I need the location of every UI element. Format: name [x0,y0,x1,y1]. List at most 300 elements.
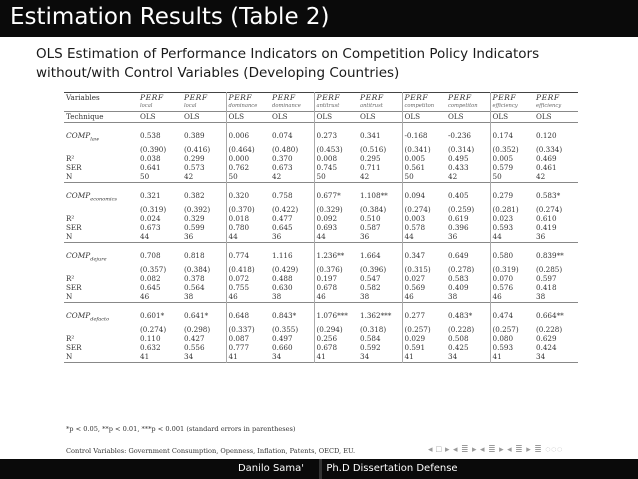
ser-row-value: 0.433 [446,163,490,172]
se-row-value: (0.516) [358,145,402,154]
results-table [64,92,578,363]
coef-row-value: 0.583* [536,191,561,201]
gap-cell [446,242,490,251]
title-bar [0,0,638,37]
se-row-value: (0.337) [228,324,255,334]
gap-cell [270,182,314,191]
se-row-value: (0.355) [270,325,314,334]
n-row-value: 38 [358,292,402,302]
ser-row-value: 0.561 [404,163,426,173]
header-dependent-var [446,93,490,112]
regressor-base: COMP [66,251,91,261]
gap-cell [446,302,490,311]
header-technique: OLS [358,112,402,122]
gap-cell [182,182,226,191]
n-row [64,352,578,362]
header-technique: OLS [182,112,226,122]
dependent-var-subscript: antitrust [316,103,340,110]
gap-cell [270,122,314,131]
gap-cell [226,182,270,191]
ser-row-label: SER [66,223,82,233]
coef-row-value: 0.474 [492,311,514,321]
regressor-subscript: law [90,136,100,143]
se-row [64,145,578,154]
header-technique: OLS [534,112,578,122]
r2-row [64,334,578,343]
n-row-value: 34 [536,352,546,362]
dependent-var-name: PERF [272,93,296,102]
rule-cell [490,362,534,363]
ser-row-value: 0.418 [536,283,557,293]
dependent-var-name: PERF [492,93,517,102]
dependent-var-subscript: antitrust [360,103,383,110]
gap-cell [270,242,314,251]
r2-row-value: 0.070 [492,273,514,283]
n-row-label: N [66,232,73,242]
dependent-var-subscript: efficiency [492,103,518,110]
dependent-var-subscript: competiton [404,103,435,110]
se-row-value: (0.274) [140,324,167,334]
coef-row-value: 0.483* [446,311,490,325]
coef-row-value: 0.648 [228,311,250,321]
coef-row-value: 0.174 [492,131,514,141]
se-row-value: (0.376) [316,264,343,274]
n-row-label: N [66,292,73,302]
r2-row-value: 0.378 [182,274,226,283]
r2-row-value: 0.197 [316,273,338,283]
gap-cell [138,242,182,251]
coef-row-label [64,131,138,145]
r2-row-value: 0.497 [270,334,314,343]
se-row-value: (0.319) [140,204,167,214]
n-row-value: 44 [404,232,414,242]
beamer-navigation[interactable]: ◂ □ ▸ ◂ ≣ ▸ ◂ ≣ ▸ ◂ ≣ ▸ ≣ ◌◌◌ [428,444,563,454]
dependent-var-name: PERF [404,93,429,102]
r2-row-value: 0.488 [270,274,314,283]
r2-row-label: R² [66,153,75,163]
header-technique: OLS [402,112,446,122]
se-row-value: (0.318) [358,325,402,334]
ser-row-value: 0.632 [140,343,161,353]
coef-row-value: 0.758 [270,191,314,205]
n-row [64,172,578,182]
coef-row-value: 0.601* [140,311,165,321]
block-gap [64,182,578,191]
gap-cell [64,242,138,251]
se-row-value: (0.334) [536,144,563,154]
dependent-var-name: PERF [140,93,164,102]
coef-row-value: 1.108** [358,191,402,205]
se-row-value: (0.259) [446,205,490,214]
r2-row-value: 0.370 [270,154,314,163]
ser-row-value: 0.396 [446,223,490,232]
gap-cell [534,242,578,251]
r2-row-value: 0.427 [182,334,226,343]
r2-row-value: 0.329 [182,214,226,223]
n-row-value: 36 [182,232,226,242]
n-row-value: 38 [182,292,226,302]
ser-row-value: 0.576 [492,283,514,293]
n-row-label: N [66,352,73,362]
n-row-value: 38 [446,292,490,302]
gap-cell [402,122,446,131]
coef-row-value: 0.273 [316,131,338,141]
ser-row-value: 0.578 [404,223,426,233]
gap-cell [490,122,534,131]
ser-row-value: 0.424 [536,343,557,353]
ser-row-value: 0.745 [316,163,338,173]
r2-row-value: 0.610 [536,213,557,223]
regressor-subscript: defacto [90,316,110,323]
n-row-value: 42 [182,172,226,182]
coef-row-value: 0.347 [404,251,426,261]
ser-row-value: 0.579 [492,163,514,173]
r2-row-value: 0.597 [536,273,557,283]
se-row-value: (0.422) [270,205,314,214]
block-gap [64,242,578,251]
coef-row-value: 1.362*** [358,311,402,325]
gap-cell [226,122,270,131]
coef-row-value: 0.279 [492,191,514,201]
header-dependent-var [138,93,182,112]
ser-row-value: 0.645 [140,283,161,293]
gap-cell [270,302,314,311]
ser-row [64,283,578,292]
coef-row-value: -0.236 [446,131,490,145]
ser-row-value: 0.599 [182,223,226,232]
header-variables-label: Variables [64,93,138,112]
gap-cell [314,242,358,251]
r2-row-label: R² [66,333,75,343]
se-row-value: (0.384) [358,205,402,214]
coef-row-value: 0.389 [182,131,226,145]
header-dependent-var [182,93,226,112]
n-row-value: 34 [270,352,314,362]
n-row-value: 34 [182,352,226,362]
gap-cell [358,122,402,131]
block-gap [64,302,578,311]
coef-row-label [64,251,138,265]
coef-row-value: 0.382 [182,191,226,205]
coef-row-value: 0.074 [270,131,314,145]
gap-cell [226,242,270,251]
gap-cell [358,302,402,311]
n-row-value: 44 [140,232,150,242]
gap-cell [138,122,182,131]
ser-row-value: 0.711 [358,163,402,172]
n-row-value: 34 [358,352,402,362]
header-dependent-var [358,93,402,112]
dependent-var-name: PERF [448,93,472,102]
se-row-value: (0.257) [404,324,431,334]
n-row-value: 36 [270,232,314,242]
gap-cell [64,182,138,191]
coef-row-value: 0.843* [270,311,314,325]
coef-row-value: 0.341 [358,131,402,145]
r2-row-value: 0.072 [228,273,250,283]
r2-row-value: 0.023 [492,213,514,223]
n-row-value: 44 [492,232,502,242]
gap-cell [402,302,446,311]
slide-subtitle [36,45,596,83]
regressor-base: COMP [66,131,91,141]
se-row-value: (0.281) [492,204,519,214]
ser-row-value: 0.569 [404,283,426,293]
se-row-value: (0.392) [182,205,226,214]
n-row-value: 46 [140,292,150,302]
coef-row-value: 0.708 [140,251,161,261]
header-dependent-var [314,93,358,112]
gap-cell [64,302,138,311]
r2-row-value: 0.619 [446,214,490,223]
ser-row-value: 0.593 [492,343,514,353]
ser-row-value: 0.592 [358,343,402,352]
coef-row-value: 0.320 [228,191,250,201]
n-row-value: 50 [316,172,326,182]
se-row-label [64,325,138,334]
se-row-label [64,205,138,214]
header-dependent-var [226,93,270,112]
se-row-value: (0.278) [446,265,490,274]
gap-cell [182,122,226,131]
r2-row-value: 0.000 [228,153,250,163]
dependent-var-subscript: local [184,103,197,110]
gap-cell [314,182,358,191]
se-row-value: (0.464) [228,144,255,154]
r2-row [64,154,578,163]
header-technique: OLS [490,112,534,122]
table-bottom-rule [64,362,578,363]
se-row [64,205,578,214]
rule-cell [138,362,182,363]
se-row-value: (0.228) [446,325,490,334]
r2-row-label: R² [66,213,75,223]
dependent-var-name: PERF [228,93,253,102]
header-technique: OLS [314,112,358,122]
gap-cell [490,302,534,311]
r2-row-value: 0.003 [404,213,426,223]
se-row-value: (0.319) [492,264,519,274]
coef-row-value: 0.120 [536,131,557,141]
r2-row-value: 0.024 [140,213,161,223]
n-row-value: 46 [228,292,238,302]
ser-row-value: 0.630 [270,283,314,292]
n-row [64,292,578,302]
coef-row-value: 1.076*** [316,311,348,321]
header-row-technique [64,112,578,122]
coef-row-value: 0.094 [404,191,426,201]
dependent-var-subscript: efficiency [536,103,562,110]
gap-cell [226,302,270,311]
r2-row [64,274,578,283]
header-dependent-var [270,93,314,112]
n-row-value: 36 [358,232,402,242]
coef-row-value: 0.641* [182,311,226,325]
n-row-value: 42 [358,172,402,182]
regressor-name [66,311,110,323]
se-row-value: (0.314) [446,145,490,154]
r2-row [64,214,578,223]
n-row-value: 34 [446,352,490,362]
coef-row-label [64,191,138,205]
se-row-value: (0.357) [140,264,167,274]
r2-row-value: 0.495 [446,154,490,163]
n-row-value: 42 [446,172,490,182]
footer-bar [0,459,638,479]
se-row [64,325,578,334]
regressor-subscript: dejure [90,256,107,263]
ser-row-value: 0.660 [270,343,314,352]
n-row-value: 41 [228,352,238,362]
n-row-value: 46 [316,292,326,302]
results-table-body [64,93,578,363]
se-row-value: (0.429) [270,265,314,274]
n-row-value: 44 [228,232,238,242]
ser-row-value: 0.755 [228,283,250,293]
se-row-label [64,265,138,274]
r2-row-value: 0.008 [316,153,338,163]
slide-title: Estimation Results (Table 2) [10,4,330,30]
ser-row-value: 0.673 [270,163,314,172]
header-dependent-var [490,93,534,112]
rule-cell [182,362,226,363]
r2-row-value: 0.027 [404,273,426,283]
dependent-var-name: PERF [316,93,341,102]
gap-cell [534,122,578,131]
ser-row-value: 0.587 [358,223,402,232]
r2-row-value: 0.005 [404,153,426,163]
se-row-value: (0.416) [182,145,226,154]
coef-row-value: 0.006 [228,131,250,141]
gap-cell [358,182,402,191]
rule-cell [358,362,402,363]
n-row-value: 42 [536,172,546,182]
r2-row-value: 0.092 [316,213,338,223]
gap-cell [358,242,402,251]
coef-row-value: 1.116 [270,251,314,265]
r2-row-value: 0.299 [182,154,226,163]
regressor-base: COMP [66,191,91,201]
coef-row [64,311,578,325]
coef-row-value: 0.649 [446,251,490,265]
rule-cell [64,362,138,363]
r2-row-value: 0.477 [270,214,314,223]
gap-cell [402,242,446,251]
r2-row-value: 0.583 [446,274,490,283]
r2-row-value: 0.547 [358,274,402,283]
gap-cell [446,182,490,191]
r2-row-value: 0.629 [536,333,557,343]
gap-cell [490,182,534,191]
ser-row-value: 0.564 [182,283,226,292]
gap-cell [534,302,578,311]
n-row-value: 41 [316,352,326,362]
gap-cell [138,302,182,311]
se-row-label [64,145,138,154]
dependent-var-subscript: local [140,103,153,110]
se-row-value: (0.396) [358,265,402,274]
r2-row-value: 0.469 [536,153,557,163]
n-row-value: 46 [404,292,414,302]
dependent-var-name: PERF [184,93,208,102]
coef-row-value: 0.664** [536,311,564,321]
rule-cell [226,362,270,363]
r2-row-value: 0.295 [358,154,402,163]
block-gap [64,122,578,131]
header-row-dependent [64,93,578,112]
gap-cell [314,122,358,131]
table-notes [66,418,355,462]
coef-row [64,191,578,205]
n-row-value: 36 [536,232,546,242]
coef-row-value: 0.538 [140,131,161,141]
ser-row-value: 0.641 [140,163,161,173]
regressor-base: COMP [66,311,91,321]
gap-cell [402,182,446,191]
gap-cell [64,122,138,131]
ser-row-value: 0.556 [182,343,226,352]
ser-row-label: SER [66,283,82,293]
regressor-name [66,131,100,143]
se-row-value: (0.274) [536,204,563,214]
coef-row-value: 0.321 [140,191,161,201]
dependent-var-subscript: dominance [272,103,301,110]
n-row-value: 44 [316,232,326,242]
significance-note: *p < 0.05, **p < 0.01, ***p < 0.001 (standard errors in parentheses) [66,425,296,433]
header-technique-label: Technique [64,112,138,122]
se-row-value: (0.453) [316,144,343,154]
n-row-value: 42 [270,172,314,182]
dependent-var-name: PERF [360,93,384,102]
r2-row-label: R² [66,273,75,283]
se-row-value: (0.329) [316,204,343,214]
se-row-value: (0.298) [182,325,226,334]
coef-row-value: 0.818 [182,251,226,265]
n-row-value: 36 [446,232,490,242]
gap-cell [182,302,226,311]
se-row-value: (0.341) [404,144,431,154]
n-row-value: 50 [404,172,414,182]
se-row-value: (0.274) [404,204,431,214]
gap-cell [534,182,578,191]
rule-cell [314,362,358,363]
gap-cell [182,242,226,251]
ser-row-label: SER [66,343,82,353]
ser-row-value: 0.780 [228,223,250,233]
gap-cell [446,122,490,131]
regressor-name [66,191,117,203]
rule-cell [402,362,446,363]
se-row-value: (0.390) [140,144,167,154]
r2-row-value: 0.584 [358,334,402,343]
se-row-value: (0.228) [536,324,563,334]
ser-row-value: 0.425 [446,343,490,352]
ser-row-value: 0.678 [316,283,338,293]
se-row-value: (0.315) [404,264,431,274]
header-technique: OLS [446,112,490,122]
se-row [64,265,578,274]
header-technique: OLS [138,112,182,122]
ser-row-value: 0.777 [228,343,250,353]
n-row-value: 38 [536,292,546,302]
footer-author: Danilo Sama' [237,463,305,474]
coef-row-value: 0.277 [404,311,426,321]
r2-row-value: 0.038 [140,153,161,163]
dependent-var-subscript: dominance [228,103,258,110]
r2-row-value: 0.087 [228,333,250,343]
ser-row-value: 0.573 [182,163,226,172]
r2-row-value: 0.018 [228,213,250,223]
